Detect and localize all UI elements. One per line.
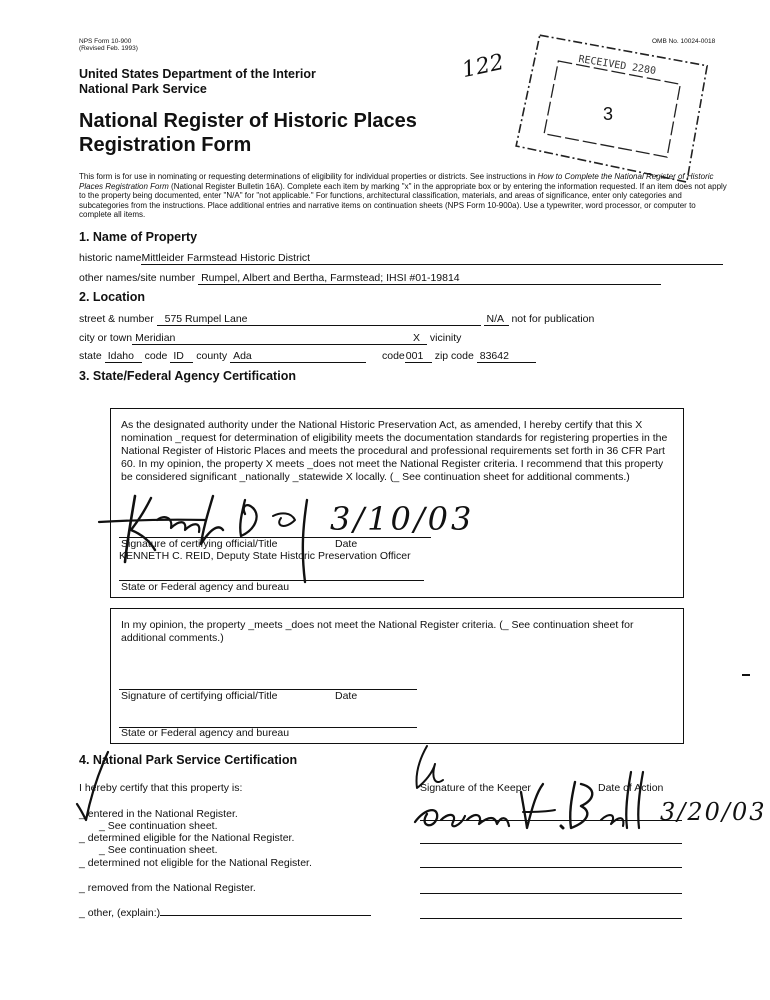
other-names-value[interactable]: Rumpel, Albert and Bertha, Farmstead; IHSI #01-19814 <box>198 272 661 285</box>
county-label: county <box>196 350 228 362</box>
department-name: United States Department of the Interior <box>79 67 316 81</box>
city-value[interactable]: Meridian <box>132 332 408 345</box>
intro-guide-title: How to Complete the National Register of Historic Places Registration Form <box>79 172 714 191</box>
state-row <box>79 350 366 363</box>
other-explain-field[interactable] <box>160 915 371 916</box>
opinion-text: In my opinion, the property _meets _does not meet the National Register criteria. (_ See continuation sheet for additional comments.) <box>121 619 634 644</box>
county-value[interactable]: Ada <box>230 350 366 363</box>
street-row <box>79 313 594 326</box>
vicinity-checkbox[interactable]: X <box>408 332 427 345</box>
section-3-heading: 3. State/Federal Agency Certification <box>79 369 296 383</box>
certifying-official-signature <box>95 470 345 590</box>
state-code-value[interactable]: ID <box>170 350 193 363</box>
keeper-signature <box>405 742 665 837</box>
option-determined-eligible[interactable]: _ determined eligible for the National Register. <box>79 832 295 844</box>
option-determined-not-eligible[interactable]: _ determined not eligible for the National Register. <box>79 857 312 869</box>
keeper-line-2 <box>420 843 682 844</box>
option-entered-label: entered in the National Register. <box>87 808 238 820</box>
county-code-label: code <box>382 350 405 362</box>
option-entered[interactable]: _ entered in the National Register. <box>79 808 238 820</box>
continuation-label-1: See continuation sheet. <box>107 820 218 832</box>
signature-label: Signature of certifying official/Title <box>121 538 278 550</box>
option-other[interactable]: _ other, (explain:) <box>79 907 371 919</box>
historic-name-label: historic name <box>79 252 142 264</box>
state-label: state <box>79 350 102 362</box>
signature-date-label: Date <box>335 538 358 550</box>
certification-handwritten-date: 3/10/03 <box>330 500 475 538</box>
determined-eligible-label: determined eligible for the National Register. <box>87 832 295 844</box>
keeper-line-5 <box>420 918 682 919</box>
margin-mark <box>742 674 750 676</box>
keeper-line-4 <box>420 893 682 894</box>
state-code-label: code <box>144 350 168 362</box>
service-name: National Park Service <box>79 82 207 96</box>
section-4-heading: 4. National Park Service Certification <box>79 753 298 767</box>
keeper-signature-label: Signature of the Keeper <box>420 782 531 794</box>
removed-label: removed from the National Register. <box>87 882 256 894</box>
keeper-line-3 <box>420 867 682 868</box>
city-row <box>79 332 408 345</box>
certification-text: As the designated authority under the National Historic Preservation Act, as amended, I hereby certify that this X nomination _request for determination of eligibility meets the documentation standards for registering properties in the National Register of Historic Places and meets the procedural and professional requirements set forth in 36 CFR Part 60. In my opinion, the property X meets _does not meet the National Register criteria. I recommend that this property be considered significant _nationally _statewide X locally. (_ See continuation sheet for additional comments.) <box>121 419 668 483</box>
street-value[interactable]: 575 Rumpel Lane <box>157 313 481 326</box>
determined-not-eligible-label: determined not eligible for the National Register. <box>87 857 312 869</box>
stamp-received-text: RECEIVED 2280 <box>577 53 657 78</box>
vicinity-field <box>408 332 461 345</box>
vicinity-label: vicinity <box>429 332 462 344</box>
historic-name-row <box>79 252 723 265</box>
certify-statement: I hereby certify that this property is: <box>79 782 243 794</box>
state-value[interactable]: Idaho <box>105 350 142 363</box>
keeper-handwritten-date: 3/20/03 <box>660 798 767 826</box>
not-for-publication-label: not for publication <box>511 313 595 325</box>
entered-checkmark <box>74 748 114 824</box>
option-removed[interactable]: _ removed from the National Register. <box>79 882 256 894</box>
section-2-heading: 2. Location <box>79 290 145 304</box>
intro-text-a: This form is for use in nominating or requesting determinations of eligibility for individual properties or districts. See instructions in <box>79 172 538 181</box>
section-1-heading: 1. Name of Property <box>79 230 198 244</box>
page-title: National Register of Historic Places <box>79 110 417 132</box>
handwritten-number: 122 <box>459 49 507 84</box>
option-entered-continuation[interactable]: _ See continuation sheet. <box>99 820 218 832</box>
intro-text-b: (National Register Bulletin 16A). Complete each item by marking "x" in the appropriate box or by entering the information requested. If an item does not apply to the property being documented, enter "N/A" for "not applicable." For functions, architectural classification, materials, and areas of significance, enter only categories and subcategories from the instructions. Place additional entries and narrative items on continuation sheets (NPS Form 10-900a). Use a typewriter, word processor, or computer to complete all items. <box>79 181 727 220</box>
omb-number: OMB No. 10024-0018 <box>652 38 716 45</box>
street-label: street & number <box>79 313 154 325</box>
other-opinion-box <box>110 608 684 744</box>
city-label: city or town <box>79 332 133 344</box>
agency-label-2: State or Federal agency and bureau <box>121 727 290 739</box>
page-subtitle: Registration Form <box>79 134 252 156</box>
other-names-row <box>79 272 661 285</box>
other-label: other, (explain:) <box>87 907 161 919</box>
other-names-label: other names/site number <box>79 272 196 284</box>
option-eligible-continuation[interactable]: _ See continuation sheet. <box>99 844 218 856</box>
zip-value[interactable]: 83642 <box>477 350 536 363</box>
date-of-action-label: Date of Action <box>598 782 664 794</box>
stamp-number: 3 <box>603 104 614 124</box>
county-code-value[interactable]: 001 <box>405 350 432 363</box>
agency-label: State or Federal agency and bureau <box>121 581 290 593</box>
form-number: NPS Form 10-900 <box>79 38 132 45</box>
signature-label-2: Signature of certifying official/Title <box>121 690 278 702</box>
historic-name-value[interactable]: Mittleider Farmstead Historic District <box>141 252 723 265</box>
county-code-field <box>382 350 536 363</box>
signature-date-label-2: Date <box>335 690 358 702</box>
zip-label: zip code <box>434 350 474 362</box>
not-for-publication-value[interactable]: N/A <box>484 313 509 326</box>
certifying-official-name: KENNETH C. REID, Deputy State Historic Preservation Officer <box>119 550 411 562</box>
form-revised: (Revised Feb. 1993) <box>79 45 138 52</box>
continuation-label-2: See continuation sheet. <box>107 844 218 856</box>
